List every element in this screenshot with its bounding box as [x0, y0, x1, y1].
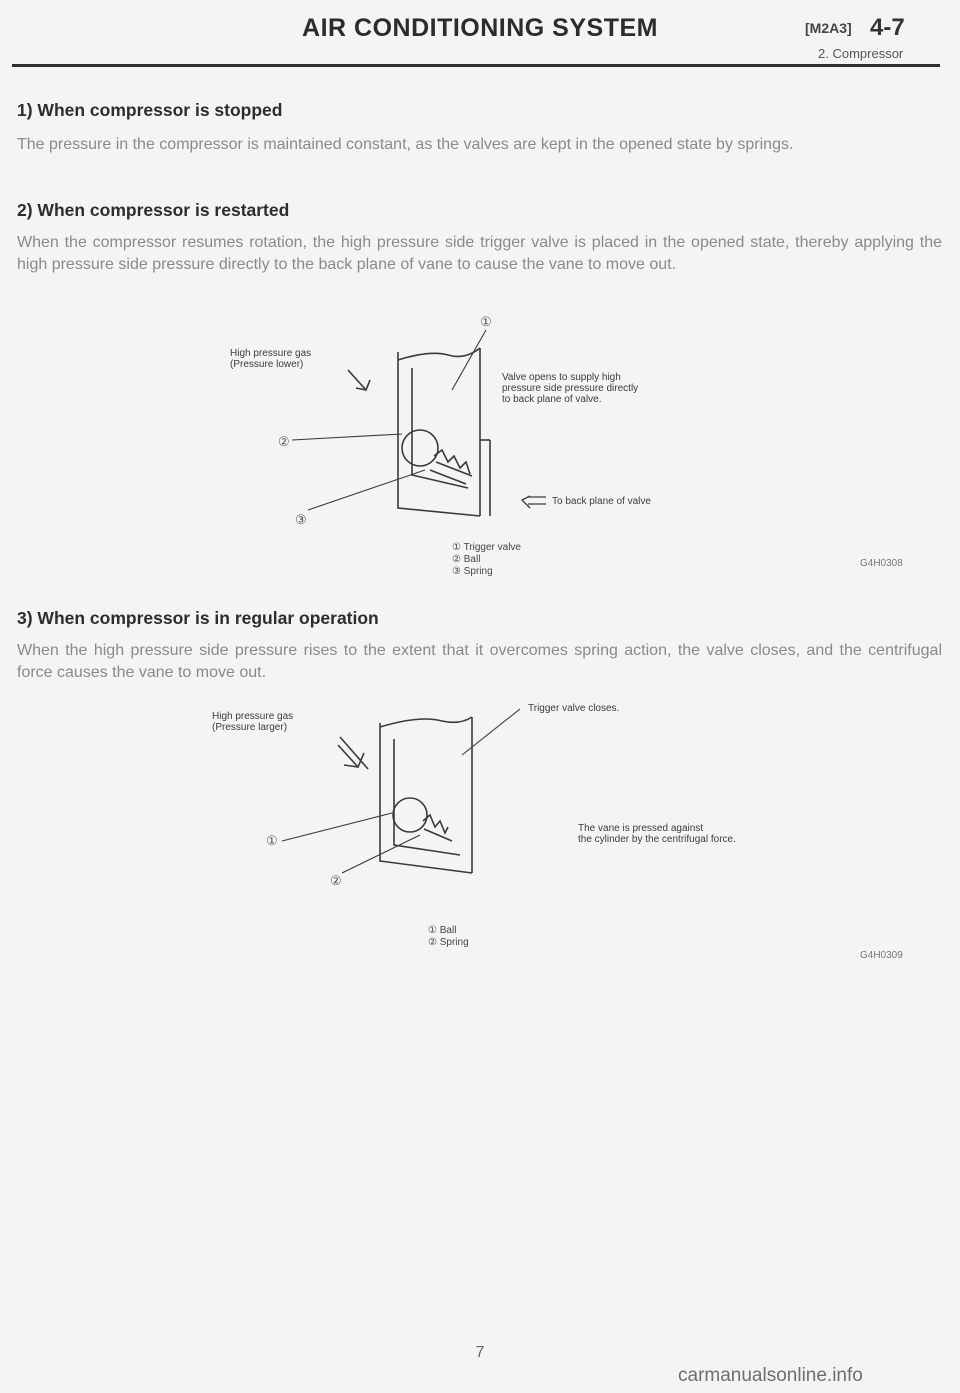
- section-1-heading: 1) When compressor is stopped: [17, 100, 283, 120]
- vane-note: The vane is pressed against the cylinder by the centrifugal force.: [578, 823, 736, 845]
- section-3-body: When the high pressure side pressure rises to the extent that it overcomes spring action, the valve closes, and the centrifugal force causes the vane to move out.: [17, 642, 942, 681]
- figure-trigger-valve-open: [180, 300, 960, 600]
- callout-2-fig2: ②: [330, 873, 342, 888]
- gas-label: High pressure gas (Pressure lower): [230, 348, 312, 370]
- callout-1-fig2: ①: [266, 833, 278, 848]
- figure-trigger-valve-closed: [180, 695, 960, 975]
- page-label: 4-7: [870, 14, 905, 41]
- section-1-body: The pressure in the compressor is maintained constant, as the valves are kept in the opened state by springs.: [17, 136, 794, 153]
- figure-2-code: G4H0309: [860, 950, 903, 961]
- valve-closes-label: Trigger valve closes.: [528, 703, 620, 714]
- callout-2: ②: [278, 434, 290, 449]
- legend-ball: ② Ball: [452, 554, 481, 565]
- section-2-body: When the compressor resumes rotation, the high pressure side trigger valve is placed in the opened state, thereby applying the high pressure side pressure directly to the back plane of vane to cause the vane to move out.: [17, 234, 942, 273]
- section-3-heading: 3) When compressor is in regular operation: [17, 608, 379, 628]
- gas-label-2: High pressure gas (Pressure larger): [212, 711, 294, 733]
- subsection-label: 2. Compressor: [818, 46, 904, 61]
- figure-2-legend: [428, 925, 469, 949]
- section-2-heading: 2) When compressor is restarted: [17, 200, 290, 220]
- header-rule: [12, 64, 940, 67]
- legend-spring: ③ Spring: [452, 566, 493, 577]
- legend-spring-2: ② Spring: [428, 937, 469, 948]
- legend-ball-2: ① Ball: [428, 925, 457, 936]
- callout-1: ①: [480, 314, 492, 329]
- back-plane-label: To back plane of valve: [552, 496, 651, 507]
- figure-1-legend: [452, 542, 521, 578]
- figure-1-code: G4H0308: [860, 558, 903, 569]
- callout-3: ③: [295, 512, 307, 527]
- page-number: 7: [475, 1344, 485, 1361]
- valve-note: Valve opens to supply high pressure side pressure directly to back plane of valve.: [502, 372, 639, 405]
- section-code: [M2A3]: [805, 20, 852, 36]
- legend-trigger-valve: ① Trigger valve: [452, 542, 521, 553]
- watermark: carmanualsonline.info: [678, 1365, 863, 1386]
- page-title: AIR CONDITIONING SYSTEM: [302, 14, 658, 42]
